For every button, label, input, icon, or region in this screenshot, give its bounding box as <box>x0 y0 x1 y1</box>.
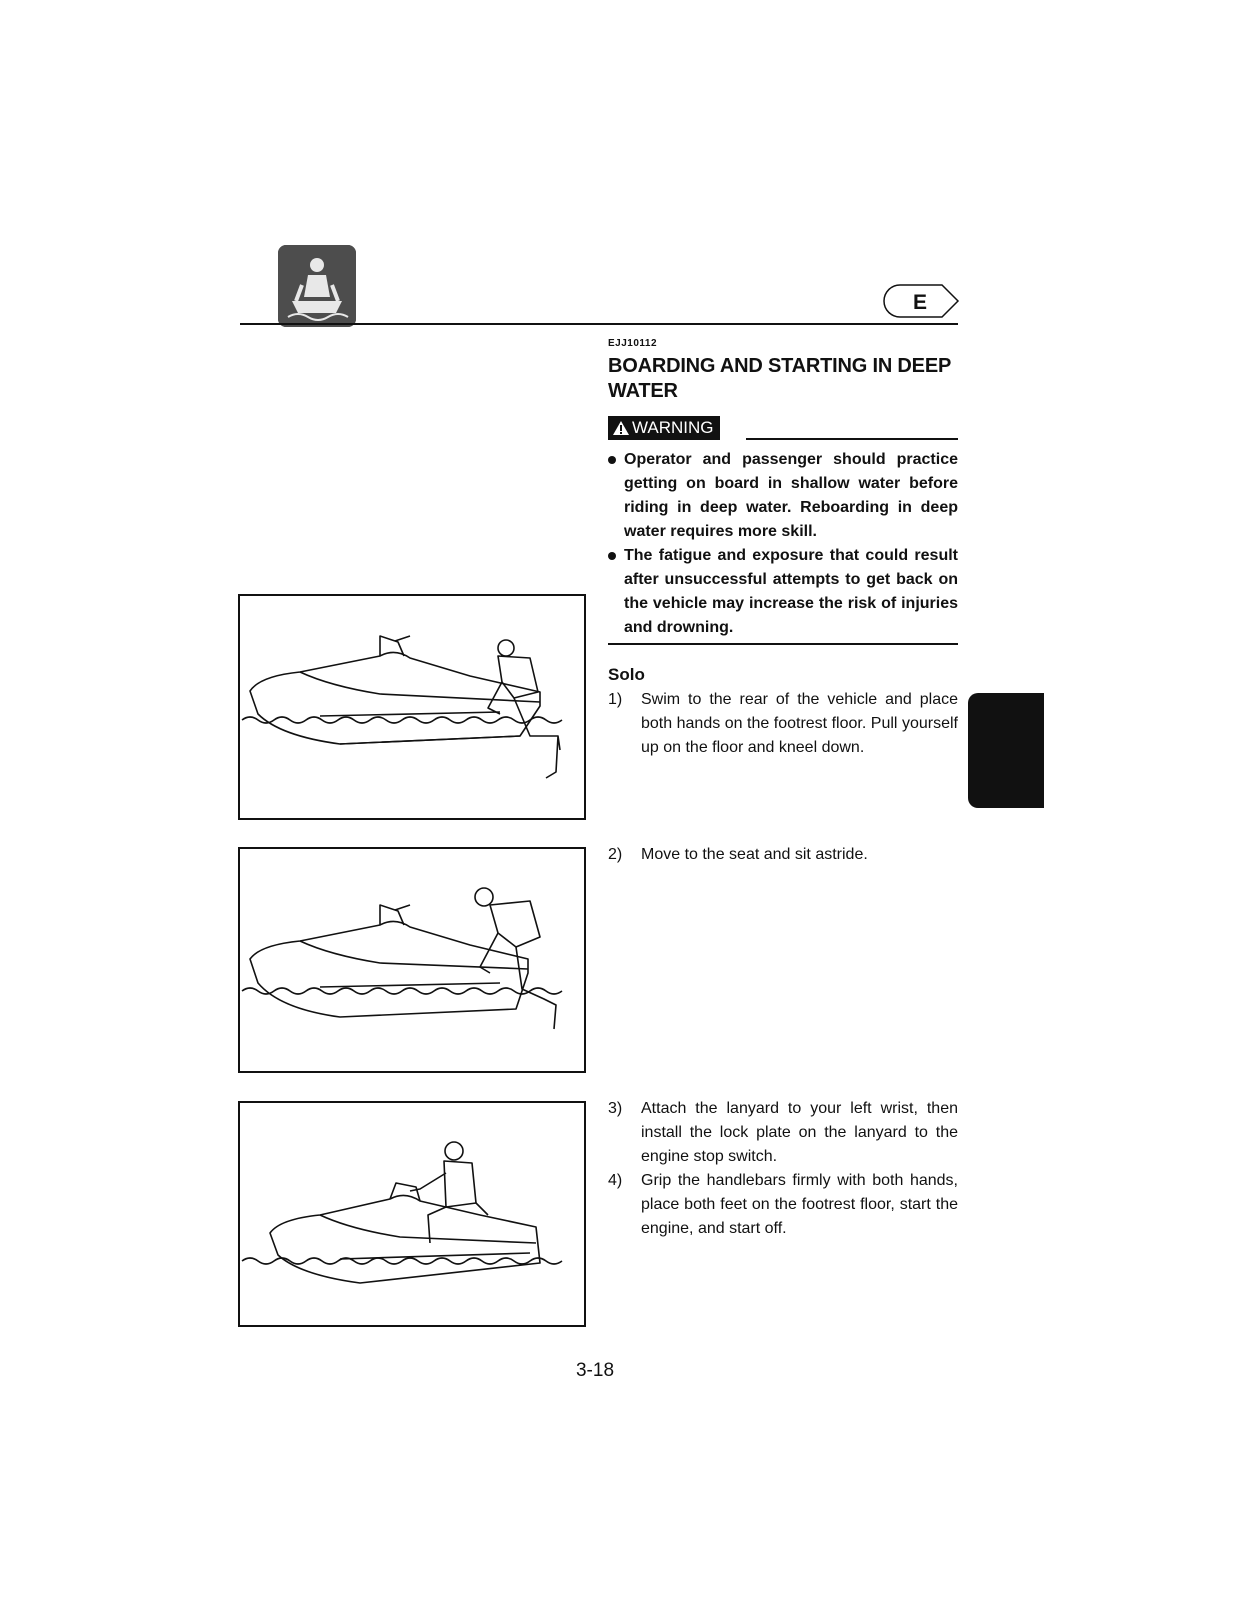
step-text: Swim to the rear of the vehicle and place both hands on the footrest floor. Pull yourself up on the floor and kneel down. <box>641 691 958 756</box>
language-badge <box>880 283 960 319</box>
warning-header <box>608 416 958 442</box>
warning-list <box>608 448 958 640</box>
warning-end-rule <box>608 643 958 645</box>
jet-ski-illustration <box>240 1103 584 1325</box>
subheading-solo: Solo <box>608 665 645 684</box>
figure-moving-to-seat <box>238 847 586 1073</box>
jet-ski-rider-icon <box>278 245 356 327</box>
header-rule <box>240 323 958 325</box>
doc-code: EJJ10112 <box>608 338 658 349</box>
warning-rule <box>746 438 958 440</box>
step-text: Attach the lanyard to your left wrist, then install the lock plate on the lanyard to the engine stop switch. <box>641 1100 958 1165</box>
figure-boarding-rear <box>238 594 586 820</box>
warning-item: Operator and passenger should practice getting on board in shallow water before riding in deep water. Reboarding in deep water requires more skill. <box>608 448 958 544</box>
figure-seated-start <box>238 1101 586 1327</box>
page-title: BOARDING AND STARTING IN DEEP WATER <box>608 355 951 402</box>
page-number: 3-18 <box>575 1360 615 1381</box>
warning-triangle-icon <box>612 420 630 436</box>
warning-label: WARNING <box>632 418 714 437</box>
step-number: 4) <box>608 1172 623 1189</box>
language-letter: E <box>912 291 928 314</box>
warning-badge <box>608 416 720 440</box>
jet-ski-illustration <box>240 596 584 818</box>
step-3 <box>608 1097 958 1169</box>
step-2 <box>608 843 958 867</box>
chapter-tab <box>968 693 1044 808</box>
warning-item: The fatigue and exposure that could result after unsuccessful attempts to get back on the vehicle may increase the risk of injuries and drowning. <box>608 544 958 640</box>
step-4 <box>608 1169 958 1241</box>
jet-ski-illustration <box>240 849 584 1071</box>
step-text: Grip the handlebars firmly with both hands, place both feet on the footrest floor, start the engine, and start off. <box>641 1172 958 1237</box>
step-1 <box>608 688 958 760</box>
step-number: 1) <box>608 691 623 708</box>
step-number: 2) <box>608 846 623 863</box>
step-number: 3) <box>608 1100 623 1117</box>
section-badge <box>278 245 356 327</box>
step-text: Move to the seat and sit astride. <box>641 846 868 863</box>
